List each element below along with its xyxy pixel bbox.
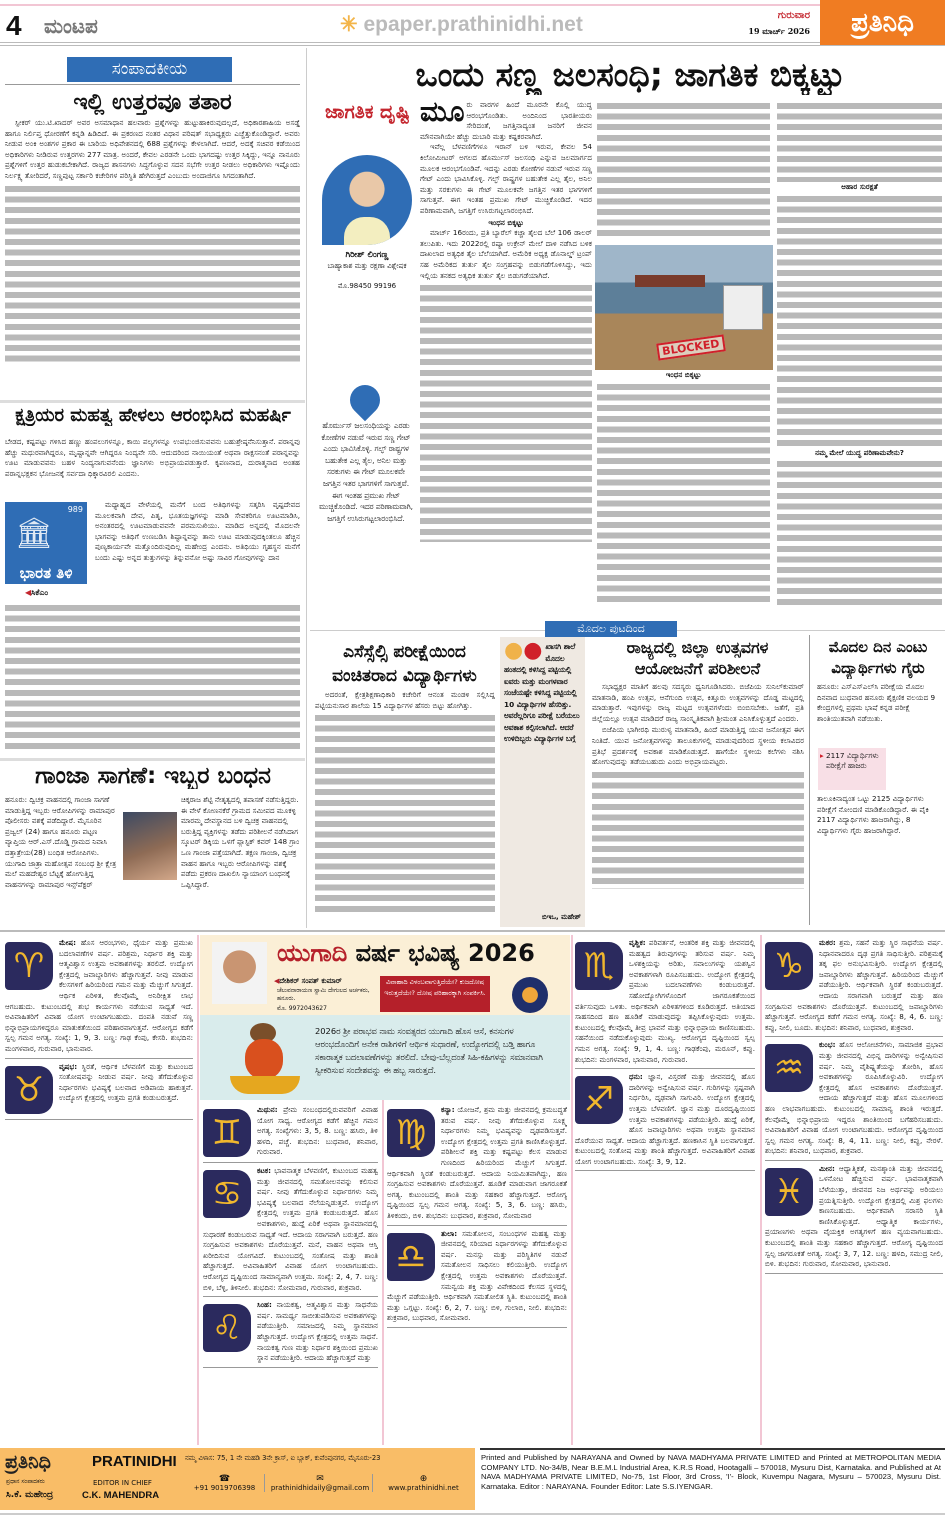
rashi-text: ಹೊಸ ಆಲೋಚನೆಗಳು, ಸಾಮಾಜಿಕ ಪ್ರಭಾವ ಮತ್ತು ಜೀವನದಲ್ಲಿ ವಿಭಿನ್ನ ದಾರಿಗಳನ್ನು ಅನ್ವೇಷಿಸುವ ವರ್ಷ. ನಿಮ್ಮ ವೈಶಿಷ್ಟ್ಯತೆಯನ್ನು ತೋರಿಸಿ, ಹೊಸ ಅವಕಾಶಗಳನ್ನು ರೂಪಿಸಿಕೊಳ್ಳುವಿರಿ. ಉದ್ಯೋಗ ಕ್ಷೇತ್ರದಲ್ಲಿ ಹೊಸ ಅವಕಾಶಗಳು ದೊರೆಯುತ್ತವೆ. ಆದಾಯ ಹೆಚ್ಚಾಗುತ್ತದೆ ಮತ್ತು ಹೊಸ ಮೂಲಗಳಿಂದ ಹಣ ಲಾಭವಾಗಬಹುದು. ಕುಟುಂಬದಲ್ಲಿ ಸಾಮಾನ್ಯ ಶಾಂತಿ ಇರುತ್ತದೆ. ಕೆಲವೊಮ್ಮೆ ಭಿನ್ನಾಭಿಪ್ರಾಯ ಇದ್ದರೂ ಶಾಂತಿಯಿಂದ ಬಗೆಹರಿಸಬಹುದು. ಅವಿವಾಹಿತರಿಗೆ ವಿವಾಹ ಯೋಗ ಉಂಟಾಗಬಹುದು. ಆರೋಗ್ಯದ ದೃಷ್ಟಿಯಿಂದ ಸ್ವಲ್ಪ ಗಮನ ಅಗತ್ಯ. ಸಂಖ್ಯೆ: 8, 4, 11. ಬಣ್ಣ: ನೀಲಿ, ಕಪ್ಪು, ನೇರಳೆ. ಶುಭದಿನ: ಶನಿವಾರ, ಬುಧವಾರ, ಶುಕ್ರವಾರ.	[765, 1040, 943, 1156]
rashi-name: ಮಿಥುನ:	[257, 1105, 278, 1114]
rashi-name: ಕನ್ಯಾ:	[441, 1105, 455, 1114]
sagittarius-icon: ♐	[575, 1076, 623, 1124]
lead-col3	[777, 100, 942, 615]
exam-day-body-2	[817, 752, 943, 925]
ugadi-header	[200, 935, 570, 1015]
email-text: prathinidhidaily@gmail.com	[270, 1484, 370, 1492]
logo-title: ಭಾರತ ತಿಳಿ	[19, 564, 73, 582]
text-lines	[597, 100, 770, 240]
lead-text-1: ರು ವಾರಗಳ ಹಿಂದೆ ಮೂರನೇ ಕೊಲ್ಲಿ ಯುದ್ಧ ಆರಂಭಗೊಂಡಿತು. ಅಂದಿನಿಂದ ಭಾರತೀಯರು ಸೇರಿದಂತೆ, ಜಗತ್ತಿನಾದ್ಯಂತ ಜನರಿಗೆ ಜೀವನ ಮೌನವಾಗಿಯೇ ಹೆಚ್ಚು ದುಬಾರಿ ಮತ್ತು ಕಷ್ಟಕರವಾಗಿದೆ.	[420, 100, 592, 141]
footer-phone[interactable]	[185, 1474, 265, 1492]
editorial-headline: ಇಲ್ಲಿ ಉತ್ತರವೂ ತತಾರ	[73, 90, 232, 115]
rashi-entry	[5, 935, 193, 1059]
taurus-icon: ♉	[5, 1066, 53, 1114]
cancer-icon: ♋	[203, 1170, 251, 1218]
blocked-stamp: BLOCKED	[656, 334, 725, 360]
exam-day-headline-text: ಮೊದಲ ದಿನ ಎಂಟು ವಿದ್ಯಾರ್ಥಿಗಳು ಗೈರು	[828, 638, 928, 677]
leo-icon: ♌	[203, 1304, 251, 1352]
gemini-icon: ♊	[203, 1109, 251, 1157]
text-lines	[592, 769, 804, 889]
astrologer-photo	[212, 942, 267, 1004]
lead-text-2: ಇವೆಲ್ಲ ಬೆಳವಣಿಗೆಗಳೂ ಇರಾನ್ ಬಳಿ ಇರುವ, ಕೇವಲ 54 ಕಿಲೋಮೀಟರ್ ಅಗಲದ ಹೊರ್ಮುಸ್ ಜಲಸಂಧಿ ಎನ್ನುವ ಜಲಮಾರ್ಗದ ಮೂಲಕ ಆರಂಭಗೊಂಡಿವೆ. ಇದನ್ನು ಎರಡು ಕೋಣೆಗಳ ನಡುವೆ ಇರುವ ಸಣ್ಣ ಗೇಟ್ ಎಂದು ಭಾವಿಸಿಕೊಳ್ಳಿ. ಗಲ್ಫ್ ರಾಷ್ಟ್ರಗಳ ಬಹುತೇಕ ಎಲ್ಲ ತೈಲ, ಅನಿಲ ಮತ್ತು ಸರಕುಗಳು ಈ ಗೇಟ್ ಮೂಲಕವೇ ಜಗತ್ತಿನ ಇತರ ಭಾಗಗಳಿಗೆ ಸಾಗುತ್ತವೆ. ಈಗ ಇಂತಹ ಪ್ರಮುಖ ಗೇಟ್ ಮುಚ್ಚಿಕೊಂಡಿದೆ. ಇದರ ಪರಿಣಾಮವಾಗಿ, ಜಗತ್ತಿಗೆ ಉಸಿರುಗಟ್ಟಲಾರಂಭಿಸಿದೆ.	[420, 142, 592, 215]
footer-logo-kn: ಪ್ರತಿನಿಧಿ	[5, 1451, 51, 1473]
sslc-quote-box	[500, 637, 585, 927]
rashi-entry	[203, 1102, 378, 1163]
rashi-text: ಶ್ರಮ, ಸಹನೆ ಮತ್ತು ಸ್ಥಿರ ಸಾಧನೆಯ ವರ್ಷ. ನಿಧಾನವಾದರೂ ದೃಢ ಪ್ರಗತಿ ಸಾಧಿಸುತ್ತೀರಿ. ಪರಿಶ್ರಮಕ್ಕೆ ತಕ್ಕ ಫಲ ಅನುಭವಿಸುತ್ತೀರಿ. ಉದ್ಯೋಗ ಕ್ಷೇತ್ರದಲ್ಲಿ ಜವಾಬ್ದಾರಿಗಳು ಹೆಚ್ಚಾಗುತ್ತವೆ. ಹಿರಿಯರಿಂದ ಮೆಚ್ಚುಗೆ ಪಡೆಯುತ್ತೀರಿ. ಆರ್ಥಿಕವಾಗಿ ಸ್ಥಿರತೆ ಕಂಡುಬರುತ್ತದೆ. ಆದಾಯ ಸರಾಗವಾಗಿ ಬರುತ್ತದೆ ಮತ್ತು ಹಣ ಸಂಗ್ರಹಿಸುವ ಅವಕಾಶಗಳು ದೊರೆಯುತ್ತವೆ. ಕುಟುಂಬದಲ್ಲಿ ಜವಾಬ್ದಾರಿಗಳು ಹೆಚ್ಚಾಗುತ್ತವೆ. ಆರೋಗ್ಯದ ಕಡೆಗೆ ಗಮನ ಅಗತ್ಯ. ಸಂಖ್ಯೆ: 8, 4, 6. ಬಣ್ಣ: ಕಪ್ಪು, ನೀಲಿ, ಬೂದು. ಶುಭದಿನ: ಶನಿವಾರ, ಬುಧವಾರ, ಶುಕ್ರವಾರ.	[765, 938, 943, 1032]
rashi-entry	[5, 1059, 193, 1120]
dropcap: ಮೂ	[420, 100, 465, 128]
footer-web[interactable]	[376, 1474, 471, 1492]
rashi-name: ತುಲಾ:	[441, 1228, 458, 1238]
sslc-headline	[312, 640, 497, 688]
rashi-text: ನಾಯಕತ್ವ, ಆತ್ಮವಿಶ್ವಾಸ ಮತ್ತು ಸಾಧನೆಯ ವರ್ಷ. ಸಾಮರ್ಥ್ಯ ಸಾಬೀತುಪಡಿಸುವ ಅವಕಾಶಗಳನ್ನು ಪಡೆಯುತ್ತೀರಿ. ಸಮಾಜದಲ್ಲಿ ನಿಮ್ಮ ಸ್ಥಾನಮಾನ ಹೆಚ್ಚಾಗುತ್ತದೆ. ಉದ್ಯೋಗ ಕ್ಷೇತ್ರದಲ್ಲಿ ಉತ್ತಮ ಸಾಧನೆ. ನಾಯಕತ್ವ ಗುಣ ಮತ್ತು ನಿರ್ಧಾರ ಶಕ್ತಿಯಿಂದ ಪ್ರಮುಖ ಸ್ಥಾನ ಪಡೆಯುತ್ತೀರಿ. ಆದಾಯ ಹೆಚ್ಚಾಗುತ್ತದೆ ಮತ್ತು	[257, 1300, 378, 1363]
rashi-column	[387, 1102, 567, 1445]
editorial-text: ಸ್ಪೀಕರ್ ಯು.ಟಿ.ಖಾದರ್ ಅವರ ಅಸಮಾಧಾನ ಹಲವಾರು ಪ್ರಶ್ನೆಗಳನ್ನು ಹುಟ್ಟುಹಾಕಿರುವುದಲ್ಲದೆ, ಅಧಿಕಾರಶಾಹಿಯ ಅಸಡ್ಡೆ ಹಾಗೂ ನಿರ್ಲಿಪ್ತ ಧೋರಣೆಗೆ ಕನ್ನಡಿ ಹಿಡಿದಿದೆ. ಈ ಪ್ರಕರಣದ ನಂತರ ವಿಧಾನ ಪರಿಷತ್ ಸಭಾಧ್ಯಕ್ಷರು ಎಚ್ಚೆತ್ತುಕೊಂಡಿದ್ದಾರೆ. ಅವರು ನೀಡುವ ಅಂಕಿ ಅಂಶಗಳ ಪ್ರಕಾರ ಈ ಬಾರಿಯ ಅಧಿವೇಶನದಲ್ಲಿ 688 ಪ್ರಶ್ನೆಗಳನ್ನು ಕೇಳಲಾಗಿದೆ. ಆದರೆ, ಅದಕ್ಕೆ ಸಚಿವರ ಕಡೆಯಿಂದ ಅಧಿಕಾರಿಗಳು ನೀಡಿರುವ ಉತ್ತರಗಳು 277 ಮಾತ್ರ. ಅಂದರೆ, ಕೇವಲ ಎರಡನೇ ಒಂದು ಭಾಗದಷ್ಟು ಉತ್ತರ ಸಿಕ್ಕಿದ್ದು, ಇನ್ನೂ ನಾನೂರು ಪ್ರಶ್ನೆಗಳಿಗೆ ಉತ್ತರ ಹುಡುಕಬೇಕಾಗಿದೆ. ರಾಜ್ಯದ ಶಾಸನಗಳು ಸಿದ್ಧಗೊಳ್ಳುವ ಸದನ ಸಭೆಗೇ ಉತ್ತರ ನೀಡಲು ಅಧಿಕಾರಿಗಳು ಇಷ್ಟೊಂದು ನಿರ್ಲಕ್ಷ್ಯ ತೋರಿದರೆ, ಸಣ್ಣಪುಟ್ಟ ಸರ್ಕಾರಿ ಕಚೇರಿಗಳ ಪರಿಸ್ಥಿತಿ ಹೇಗಿರುತ್ತದೆ ಎಂಬುದು ಅಂದಾಜಿಗೂ ಸಿಗದಂತಾಗಿದೆ.	[5, 118, 300, 180]
ganja-headline: ಗಾಂಜಾ ಸಾಗಣೆ: ಇಬ್ಬರ ಬಂಧನ	[35, 763, 271, 789]
aquarius-icon: ♒	[765, 1044, 813, 1092]
footer-address: ನಮ್ಮ ವಿಳಾಸ: 75, 1 ನೇ ಮಹಡಿ 3ನೇ ಕ್ರಾಸ್, ಐ ಬ್ಲಾಕ್, ಕುವೆಂಪುನಗರ, ಮೈಸೂರು-23	[185, 1454, 381, 1462]
page-number: 4	[6, 10, 22, 41]
rashi-column	[765, 935, 943, 1445]
rashi-name: ವೃಷಭ:	[59, 1061, 78, 1071]
rashi-entry	[203, 1163, 378, 1297]
quote-text: ಖಾಸಗಿ ಶಾಲೆ ಮೊದಲ ಹಂತದಲ್ಲಿ ಕಳಿಸಿದ್ದ ಪಟ್ಟಿಯಲ್ಲಿ ಐವರು ಮತ್ತು ಮಂಗಳವಾರ ಸಂಜೆಯಷ್ಟೇ ಕಳಿಸಿದ್ದ ಪಟ್ಟಿಯಲ್ಲಿ 10 ವಿದ್ಯಾರ್ಥಿಗಳ ಹೆಸರಿತ್ತು. ಅವರೆಲ್ಲರಿಗೂ ಪರೀಕ್ಷೆ ಬರೆಯಲು ಅವಕಾಶ ಕಲ್ಪಿಸಲಾಗಿದೆ. ಆದರೆ ಉಳಿದಿಬ್ಬರು ವಿದ್ಯಾರ್ಥಿಗಳ ಬಗ್ಗೆ	[504, 642, 580, 743]
rashi-column	[575, 935, 755, 1445]
header-divider	[0, 45, 945, 46]
rashi-entry	[387, 1226, 567, 1328]
divider	[0, 758, 305, 761]
rashi-entry	[765, 1037, 943, 1161]
column-name: ಜಾಗತಿಕ ದೃಷ್ಟಿ	[325, 101, 410, 123]
lead-subhead: ಆಹಾರ ಸುರಕ್ಷತೆ	[841, 182, 878, 191]
author-photo	[322, 155, 412, 245]
highlight-text: 2117 ವಿದ್ಯಾರ್ಥಿಗಳು ಪರೀಕ್ಷೆಗೆ ಹಾಜರು	[826, 751, 879, 770]
aries-icon: ♈	[5, 942, 53, 990]
lead-subhead: ಇಂಧನ ಬಿಕ್ಕಟ್ಟು	[665, 370, 702, 379]
rashi-column	[203, 1102, 378, 1445]
author-phone: ಮೊ.98450 99196	[337, 282, 397, 290]
rashi-name: ಕಟಕ:	[257, 1166, 272, 1175]
rashi-text: ಪರಿವರ್ತನೆ, ಆಂತರಿಕ ಶಕ್ತಿ ಮತ್ತು ಜೀವನದಲ್ಲಿ ಮಹತ್ವದ ತಿರುವುಗಳನ್ನು ತರಿಸುವ ವರ್ಷ. ನಿಮ್ಮ ಒಳಶಕ್ತಿಯನ್ನು ಅರಿತು, ಸವಾಲುಗಳನ್ನು ಯಶಸ್ವಿನ ಅವಕಾಶಗಳಾಗಿ ರೂಪಿಸಬಹುದು. ಉದ್ಯೋಗ ಕ್ಷೇತ್ರದಲ್ಲಿ ಪ್ರಮುಖ ಬದಲಾವಣೆಗಳು ಕಂಡುಬರುತ್ತವೆ. ಸಹೋದ್ಯೋಗಿಗಳೊಂದಿಗೆ ಜಾಗರೂಕತೆಯಿಂದ ವರ್ತಿಸುವುದು ಒಳಿತು. ಅರ್ಥಿಕವಾಗಿ ಏರಿಳಿತಗಳಿಂದ ಕೂಡಿರುತ್ತದೆ. ಅತಿಯಾದ ಸಾಹಸದಿಂದ ಹಣ ಹೂಡಿಕೆ ಮಾಡುವುದನ್ನು ತಪ್ಪಿಸಿಕೊಳ್ಳುವುದು ಉತ್ತಮ. ಕುಟುಂಬದಲ್ಲಿ ಕೆಲವೊಮ್ಮೆ ತೀವ್ರ ಭಾವನೆ ಮತ್ತು ಭಿನ್ನಾಭಿಪ್ರಾಯ ಕಾಣಿಸಬಹುದು. ಸಹನೆಯಿಂದ ನಡೆದುಕೊಳ್ಳುವುದು ಮುಖ್ಯ. ಆರೋಗ್ಯದ ದೃಷ್ಟಿಯಿಂದ ಸ್ವಲ್ಪ ಗಮನ ಅಗತ್ಯ. ಸಂಖ್ಯೆ: 9, 1, 4. ಬಣ್ಣ: ಗಾಢಕೆಂಪು, ಮರೂನ್, ಕಪ್ಪು. ಶುಭದಿನ: ಮಂಗಳವಾರ, ಭಾನುವಾರ, ಗುರುವಾರ.	[575, 938, 755, 1064]
rashi-entry	[575, 1069, 755, 1171]
rashi-name: ಕುಂಭ:	[819, 1040, 836, 1050]
chief-label-kn: ಪ್ರಧಾನ ಸಂಪಾದಕರು	[6, 1478, 45, 1485]
section-name: ಮಂಟಪ	[44, 14, 98, 38]
sparkle-icon: ✳	[340, 13, 358, 36]
masthead-logo: ಪ್ರತಿನಿಧಿ	[820, 0, 945, 46]
text-lines	[777, 193, 942, 448]
rashi-text: ಸಮತೋಲನ, ಸಂಬಂಧಗಳ ಮಹತ್ವ ಮತ್ತು ಜೀವನದಲ್ಲಿ ಸರಿಯಾದ ನಿರ್ಧಾರಗಳನ್ನು ತೆಗೆದುಕೊಳ್ಳುವ ವರ್ಷ. ಮನಸ್ಸು ಮತ್ತು ಪರಿಸ್ಥಿತಿಗಳ ನಡುವೆ ಸಮತೋಲನ ಸಾಧಿಸಲು ಕಲಿಯುತ್ತೀರಿ. ಉದ್ಯೋಗ ಕ್ಷೇತ್ರದಲ್ಲಿ ಉತ್ತಮ ಅವಕಾಶಗಳು ದೊರೆಯುತ್ತವೆ. ಸಮನ್ವಯ ಶಕ್ತಿ ಮತ್ತು ವಿವೇಕದಿಂದ ಕೆಲಸದ ಸ್ಥಳದಲ್ಲಿ ಮೆಚ್ಚುಗೆ ಪಡೆಯುತ್ತೀರಿ. ಆರ್ಥಿಕವಾಗಿ ಸಮತೋಲಿತ ಸ್ಥಿತಿ. ಕುಟುಂಬದಲ್ಲಿ ಶಾಂತಿ ಮತ್ತು ಒಗ್ಗಟ್ಟು. ಸಂಖ್ಯೆ: 6, 2, 7. ಬಣ್ಣ: ಬಿಳಿ, ಗುಲಾಬಿ, ನೀಲಿ. ಶುಭದಿನ: ಶುಕ್ರವಾರ, ಬುಧವಾರ, ಸೋಮವಾರ.	[387, 1228, 567, 1323]
header-divider	[0, 42, 820, 43]
bharat-tili-logo	[5, 502, 87, 584]
rashi-name: ವೃಶ್ಚಿಕ:	[629, 938, 646, 947]
divider	[0, 930, 945, 932]
pullquote: ಹೊರ್ಮುಸ್ ಜಲಸಂಧಿಯನ್ನು ಎರಡು ಕೋಣೆಗಳ ನಡುವೆ ಇರುವ ಸಣ್ಣ ಗೇಟ್ ಎಂದು ಭಾವಿಸಿಕೊಳ್ಳಿ. ಗಲ್ಫ್ ರಾಷ್ಟ್ರಗಳ ಬಹುತೇಕ ಎಲ್ಲ ತೈಲ, ಅನಿಲ ಮತ್ತು ಸರಕುಗಳು ಈ ಗೇಟ್ ಮೂಲಕವೇ ಜಗತ್ತಿನ ಇತರ ಭಾಗಗಳಿಗೆ ಸಾಗುತ್ತವೆ. ಈಗ ಇಂತಹ ಪ್ರಮುಖ ಗೇಟ್ ಮುಚ್ಚಿಕೊಂಡಿದೆ. ಇದರ ಪರಿಣಾಮವಾಗಿ, ಜಗತ್ತಿಗೆ ಉಸಿರುಗಟ್ಟಲಾರಂಭಿಸಿದೆ.	[318, 421, 414, 523]
top-pink-rule	[0, 4, 820, 6]
ugadi-ad: ವಿವಾಹಾದಿ ವಿಳಂಬವಾಗುತ್ತಿದೆಯೇ? ಕುಜದೋಷ ಇರುತ್ತದೆಯೇ? ದೋಷ ಪರಿಹಾರಕ್ಕಾಗಿ ಸಂಪರ್ಕಿಸಿ.	[380, 976, 490, 1012]
divider	[0, 400, 305, 403]
divider	[0, 1513, 945, 1515]
astrologer-name-text: ದೇಶಿಕರ್ ಸಂಪತ್ ಕುಮಾರ್	[279, 977, 342, 985]
ugadi-intro-banner	[200, 1015, 570, 1100]
rashi-name: ಮೇಷ:	[59, 938, 76, 947]
rashi-entry	[387, 1102, 567, 1226]
exam-day-body: ಹನೂರು: ಎಸ್‌ಎಸ್‌ಎಲ್‌ಸಿ ಪರೀಕ್ಷೆಯ ಮೊದಲ ದಿನವಾದ ಬುಧವಾರ ಹನೂರು ಶೈಕ್ಷಣಿಕ ವಲಯದ 9 ಕೇಂದ್ರಗಳಲ್ಲಿ ಪ್ರಥಮ ಭಾಷೆ ಕನ್ನಡ ಪರೀಕ್ಷೆ ಶಾಂತಿಯುತವಾಗಿ ನಡೆಯಿತು.	[817, 682, 936, 723]
footer-email[interactable]	[268, 1474, 373, 1492]
sslc-headline-text: ಎಸೆಸ್ಸೆಲ್ಸಿ ಪರೀಕ್ಷೆಯಿಂದ ವಂಚಿತರಾದ ವಿದ್ಯಾರ್ಥಿಗಳು	[332, 642, 477, 686]
rashi-name: ಮಕರ:	[819, 938, 836, 947]
author-name: ಗಿರೀಶ್ ಲಿಂಗಣ್ಣ	[345, 250, 389, 260]
from-front-badge: ಮೊದಲ ಪುಟದಿಂದ	[545, 621, 677, 637]
rashi-name: ಮೀನ:	[819, 1163, 835, 1173]
lead-text-3: ಮಾರ್ಚ್ 16ರಂದು, ಪ್ರತಿ ಬ್ಯಾರೆಲ್ ಕಚ್ಚಾ ತೈಲದ ಬೆಲೆ 106 ಡಾಲರ್ ತಲುಪಿತು. ಇದು 2022ರಲ್ಲಿ ರಷ್ಯಾ ಉಕ್ರೇನ್ ಮೇಲೆ ದಾಳಿ ನಡೆಸಿದ ಬಳಿಕ ದಾಖಲಾದ ಅತ್ಯಧಿಕ ತೈಲ ಬೆಲೆಯಾಗಿದೆ. ಅಮೆರಿಕ ಅಧ್ಯಕ್ಷ ಡೊನಾಲ್ಡ್ ಟ್ರಂಪ್ ಸಹ ಅಮೆರಿಕದ ತುರ್ತು ತೈಲ ಸಂಗ್ರಹವನ್ನು ಬಿಡುಗಡೆಗೊಳಿಸಿದ್ದು, ಇದು ಇಲ್ಲಿಯ ತನಕದ ಅತ್ಯಧಿಕ ತುರ್ತು ತೈಲ ಬಿಡುಗಡೆಯಾಗಿದೆ.	[420, 228, 592, 280]
rashi-name: ಸಿಂಹ:	[257, 1300, 272, 1310]
logo-number: 989	[67, 505, 83, 514]
exam-day-text-2: ತಾಲೂಕಿನಾದ್ಯಂತ ಒಟ್ಟು 2125 ವಿದ್ಯಾರ್ಥಿಗಳು ಪರೀಕ್ಷೆಗೆ ನೋಂದಣಿ ಮಾಡಿಕೊಂಡಿದ್ದಾರೆ. ಈ ಪೈಕಿ 2117 ವಿದ್ಯಾರ್ಥಿಗಳು ಹಾಜರಾಗಿದ್ದು, 8 ವಿದ್ಯಾರ್ಥಿಗಳು ಗೈರು ಹಾಜರಾಗಿದ್ದಾರೆ.	[817, 794, 929, 835]
email-icon: ✉	[316, 1474, 324, 1484]
festivals-text-2: ಬಿಜೆಪಿಯ ಭಾಗೀರಥಿ ಮುರುಳ್ಯ ಮಾತನಾಡಿ, ಹಿಂದೆ ಮಾಡುತ್ತಿದ್ದ ಯುವ ಜನೋತ್ಸವ ಈಗ ನಿಂತಿದೆ. ಯುವ ಜನೋತ್ಸವಗಳನ್ನು ತಾಲೂಕುಗಳಲ್ಲಿ ಮಾಡುವುದರಿಂದ ಸ್ಥಳೀಯ ಕಲಾವಿದರ ಪ್ರತಿಭೆ ಪ್ರದರ್ಶನಕ್ಕೆ ಅವಕಾಶ ಮಾಡಿಕೊಡುತ್ತದೆ. ಹಾಗೆಯೇ ಸ್ಥಳೀಯ ಕಲೆಗಳು ನಶಿಸಿ ಹೋಗುವುದನ್ನು ತಡೆಯಬಹುದು ಎಂದು ಅಭಿಪ್ರಾಯಪಟ್ಟರು.	[592, 725, 804, 767]
text-lines	[597, 381, 770, 606]
rashi-text: ಸ್ಥಿರತೆ, ಆರ್ಥಿಕ ಬೆಳವಣಿಗೆ ಮತ್ತು ಕುಟುಂಬದ ಸಂತೋಷವನ್ನು ನೀಡುವ ವರ್ಷ. ನೀವು ತೆಗೆದುಕೊಳ್ಳುವ ನಿರ್ಧಾರಗಳು ಭವಿಷ್ಯಕ್ಕೆ ಬಲವಾದ ಅಡಿಪಾಯ ಹಾಕುತ್ತವೆ. ಉದ್ಯೋಗ ಕ್ಷೇತ್ರದಲ್ಲಿ ಉತ್ತಮ ಪ್ರಗತಿ ಕಂಡುಬರುತ್ತದೆ.	[59, 1061, 193, 1103]
exam-day-headline	[813, 637, 943, 679]
phone-icon: ☎	[218, 1474, 231, 1484]
festivals-headline-text: ರಾಜ್ಯದಲ್ಲಿ ಜಿಲ್ಲಾ ಉತ್ಸವಗಳ ಆಯೋಜನೆಗೆ ಪರಿಶೀಲನೆ	[626, 638, 769, 678]
bharat-headline: ಕ್ಷತ್ರಿಯರ ಮಹತ್ವ ಹೇಳಲು ಆರಂಭಿಸಿದ ಮಹರ್ಷಿ	[15, 405, 291, 426]
rashi-text: ಆಧ್ಯಾತ್ಮಿಕತೆ, ಮನಶ್ಶಾಂತಿ ಮತ್ತು ಜೀವನದಲ್ಲಿ ಒಳನೋಟ ಹೆಚ್ಚಿಸುವ ವರ್ಷ. ಭಾವನಾತ್ಮಕವಾಗಿ ಬೆಳೆಯುತ್ತಾ, ಜೀವನದ ನಿಜ ಅರ್ಥವನ್ನು ಅರಿಯಲು ಪ್ರಯತ್ನಿಸುತ್ತೀರಿ. ಉದ್ಯೋಗ ಕ್ಷೇತ್ರದಲ್ಲಿ ಮಿಶ್ರ ಫಲಗಳು ಕಾಣಸಬಹುದು. ಆರ್ಥಿಕವಾಗಿ ಸರಾಸರಿ ಸ್ಥಿತಿ ಕಾಣಿಸಿಕೊಳ್ಳುತ್ತದೆ. ಆಧ್ಯಾತ್ಮಿಕ ಕಾರ್ಯಗಳು, ಪ್ರಯಾಣಗಳು ಅಥವಾ ವೈಯಕ್ತಿಕ ಅಗತ್ಯಗಳಿಗೆ ಹಣ ವ್ಯಯವಾಗಬಹುದು. ಕುಟುಂಬದಲ್ಲಿ ಶಾಂತಿ ಮತ್ತು ಸಹಕಾರ ಹೆಚ್ಚಾಗುತ್ತದೆ. ಆರೋಗ್ಯ ದೃಷ್ಟಿಯಿಂದ ಸ್ವಲ್ಪ ಜಾಗರೂಕತೆ ಅಗತ್ಯ. ಸಂಖ್ಯೆ: 3, 7, 12. ಬಣ್ಣ: ಹಳದಿ, ಸಮುದ್ರ ನೀಲಿ, ಬಿಳಿ. ಶುಭದಿನ: ಗುರುವಾರ, ಸೋಮವಾರ, ಭಾನುವಾರ.	[765, 1163, 943, 1269]
text-lines	[5, 183, 300, 363]
rashi-text: ಭಾವನಾತ್ಮಕ ಬೆಳವಣಿಗೆ, ಕುಟುಂಬದ ಮಹತ್ವ ಮತ್ತು ಜೀವನದಲ್ಲಿ ಸಮತೋಲನವನ್ನು ಕಲಿಸುವ ವರ್ಷ. ನೀವು ತೆಗೆದುಕೊಳ್ಳುವ ನಿರ್ಧಾರಗಳು ನಿಮ್ಮ ಭವಿಷ್ಯಕ್ಕೆ ಬಲವಾದ ನೆಲೆಯನ್ನಿಡುತ್ತವೆ. ಉದ್ಯೋಗ ಕ್ಷೇತ್ರದಲ್ಲಿ ಉತ್ತಮ ಪ್ರಗತಿ ಕಂಡುಬರುತ್ತದೆ. ಹೊಸ ಅವಕಾಶಗಳು, ಹುದ್ದೆ ಏರಿಕೆ ಅಥವಾ ಸ್ಥಾನಮಾನದಲ್ಲಿ ಸುಧಾರಣೆ ಕಂಡುಬರುವ ಸಾಧ್ಯತೆ ಇದೆ. ಆದಾಯ ಸರಾಗವಾಗಿ ಬರುತ್ತದೆ. ಹಣ ಸಂಗ್ರಹಿಸುವ ಅವಕಾಶಗಳು ದೊರೆಯುತ್ತವೆ. ಮನೆ, ವಾಹನ ಅಥವಾ ಆಸ್ತಿ ಖರೀದಿಸುವ ಯೋಗವಿದೆ. ಕುಟುಂಬದಲ್ಲಿ ಸಂತೋಷ ಮತ್ತು ಶಾಂತಿ ಹೆಚ್ಚಾಗುತ್ತದೆ. ಅವಿವಾಹಿತರಿಗೆ ವಿವಾಹ ಯೋಗ ಉಂಟಾಗಬಹುದು. ಆರೋಗ್ಯದ ದೃಷ್ಟಿಯಿಂದ ಸಾಮಾನ್ಯವಾಗಿ ಉತ್ತಮ. ಸಂಖ್ಯೆ: 2, 4, 7. ಬಣ್ಣ: ಬಿಳಿ, ಬೆಳ್ಳಿ, ತಿಳಿನೀಲಿ. ಶುಭದಿನ: ಸೋಮವಾರ, ಗುರುವಾರ, ಶುಕ್ರವಾರ.	[203, 1166, 378, 1292]
bharat-body	[95, 500, 300, 600]
virgo-icon: ♍	[387, 1109, 435, 1157]
site-url-text: epaper.prathinidhi.net	[363, 13, 583, 36]
divider	[480, 1448, 945, 1450]
text-lines	[420, 282, 592, 542]
chariot-illustration: 🏛	[15, 516, 54, 551]
quote-icon: ●●	[504, 638, 543, 663]
rashi-name: ಧನು:	[629, 1072, 643, 1082]
quote-author: ಬಿಇಒ, ಮಹೇಶ್	[542, 912, 581, 921]
rashi-column	[5, 935, 193, 1445]
author-role: ಬಾಹ್ಯಾಕಾಶ ಮತ್ತು ರಕ್ಷಣಾ ವಿಶ್ಲೇಷಕ	[327, 262, 407, 270]
astrologer-role: ಚೆಲುವನಾರಾಯಣ ಸ್ವಾಮಿ ದೇಗುಲದ ಅರ್ಚಕರು, ಹನೂರು.	[277, 987, 370, 1002]
text-lines	[777, 458, 942, 608]
pullquote-drop	[344, 379, 386, 421]
ugadi-intro: 2026ರ ಶ್ರೀ ಪರಾಭವ ನಾಮ ಸಂವತ್ಸರದ ಯುಗಾದಿ ಹೊಸ ಆಸೆ, ಕನಸುಗಳ ಆರಂಭದೊಂದಿಗೆ ಅನೇಕ ರಾಶಿಗಳಿಗೆ ಆರ್ಥಿಕ ಸುಧಾರಣೆ, ಉದ್ಯೋಗದಲ್ಲಿ ಬಡ್ತಿ ಹಾಗೂ ಸಕಾರಾತ್ಮಕ ಬದಲಾವಣೆಗಳನ್ನು ತರಲಿದೆ. ಬೇವು-ಬೆಲ್ಲದಂತೆ ಸಿಹಿ-ಕಹಿಗಳನ್ನು ಸಮಾನವಾಗಿ ಸ್ವೀಕರಿಸುವ ಸಂದೇಶವನ್ನು ಈ ಹಬ್ಬ ಸಾರುತ್ತದೆ.	[315, 1026, 543, 1075]
editorial-badge: ಸಂಪಾದಕೀಯ	[67, 57, 232, 82]
rashi-entry	[765, 935, 943, 1037]
column-rule	[197, 935, 199, 1445]
text-lines	[315, 712, 495, 912]
festivals-body	[592, 682, 804, 925]
bharat-byline: ◀ಸಿಕೆಎಂ	[25, 588, 49, 597]
divider	[5, 84, 300, 85]
lead-col1	[420, 100, 592, 615]
sslc-text: ಅದರಂತೆ, ಕ್ಷೇತ್ರಶಿಕ್ಷಣಾಧಿಕಾರಿ ಕಚೇರಿಗೆ ಆನಂತ ಮಂಡಳಿ ಸಲ್ಲಿಸಿದ್ದ ಪಟ್ಟಿಯನುಸಾರ ಶಾಲೆಯ 15 ವಿದ್ಯಾರ್ಥಿಗಳ ಹೆಸರು ಬಿಟ್ಟು ಹೋಗಿತ್ತು.	[315, 690, 495, 710]
title-red: ಯುಗಾದಿ	[277, 939, 348, 967]
rashi-entry	[575, 935, 755, 1069]
handcuffs-photo	[123, 812, 177, 880]
globe-icon: ⊕	[419, 1474, 428, 1484]
libra-icon: ♎	[387, 1233, 435, 1281]
rashi-text: ಹೊಸ ಆರಂಭಗಳು, ಧೈರ್ಯ ಮತ್ತು ಪ್ರಮುಖ ಬದಲಾವಣೆಗಳ ವರ್ಷ. ಪರಿಶ್ರಮ, ನಿರ್ಧಾರ ಶಕ್ತಿ ಮತ್ತು ಆತ್ಮವಿಶ್ವಾಸ ಉತ್ತಮ ಅವಕಾಶಗಳನ್ನು ತರಲಿದೆ. ಉದ್ಯೋಗ ಕ್ಷೇತ್ರದಲ್ಲಿ ಜವಾಬ್ದಾರಿಗಳು ಹೆಚ್ಚಾಗುತ್ತವೆ. ನೀವು ಮಾಡುವ ಕೆಲಸಗಳಿಗೆ ಹಿರಿಯರಿಂದ ಗಮನ ಮತ್ತು ಮೆಚ್ಚುಗೆ ಸಿಗುತ್ತದೆ. ಆರ್ಥಿಕ ಏರಿಳಿತ, ಕೆಲವೊಮ್ಮೆ ಅನಿರೀಕ್ಷಿತ ಲಾಭ ಆಗಬಹುದು. ಕುಟುಂಬದಲ್ಲಿ ಶುಭ ಕಾರ್ಯಗಳು ನಡೆಯುವ ಸಾಧ್ಯತೆ ಇದೆ. ಅವಿವಾಹಿತರಿಗೆ ವಿವಾಹ ಯೋಗ ಉಂಟಾಗಬಹುದು. ದಂಪತಿ ನಡುವೆ ಸಣ್ಣ ಭಿನ್ನಾಭಿಪ್ರಾಯಗಳಿದ್ದರೂ ಮಾತುಕತೆಯಿಂದ ಪರಿಹಾರವಾಗುತ್ತವೆ. ಆರೋಗ್ಯದ ಕಡೆಗೆ ಸ್ವಲ್ಪ ಗಮನ ಅಗತ್ಯ. ಸಂಖ್ಯೆ: 1, 9, 3. ಬಣ್ಣ: ಗಾಢ ಕೆಂಪು, ಕೇಸರಿ. ಶುಭದಿನ: ಮಂಗಳವಾರ, ಗುರುವಾರ, ಭಾನುವಾರ.	[5, 938, 193, 1053]
chief-label: EDITOR IN CHIEF	[93, 1479, 152, 1487]
rashi-entry	[765, 1161, 943, 1274]
footer-logo-en: PRATINIDHI	[92, 1453, 177, 1470]
lead-headline: ಒಂದು ಸಣ್ಣ ಜಲಸಂಧಿ; ಜಾಗತಿಕ ಬಿಕ್ಕಟ್ಟು	[415, 55, 845, 94]
kalasha-illustration	[230, 1021, 300, 1096]
web-text: www.prathinidhi.net	[388, 1484, 459, 1492]
issue-day: ಗುರುವಾರ	[777, 10, 810, 21]
lead-subhead: ನಮ್ಮ ಮೇಲೆ ಯುದ್ಧ ಪರಿಣಾಮವೇನು?	[815, 447, 904, 457]
column-rule	[382, 1100, 384, 1445]
title-rest: ವರ್ಷ ಭವಿಷ್ಯ 2026	[355, 939, 535, 967]
astrologer-name: ◀ದೇಶಿಕರ್ ಸಂಪತ್ ಕುಮಾರ್	[274, 977, 342, 985]
ugadi-title	[277, 939, 535, 967]
sslc-body	[315, 690, 495, 925]
text-lines	[5, 602, 300, 752]
scorpio-icon: ♏	[575, 942, 623, 990]
chief-name: C.K. MAHENDRA	[82, 1490, 160, 1501]
editorial-body	[5, 118, 300, 395]
column-rule	[571, 935, 573, 1445]
ganja-col1: ಹನೂರು: ದ್ವಿಚಕ್ರ ವಾಹನದಲ್ಲಿ ಗಾಂಜಾ ಸಾಗಣೆ ಮಾಡುತ್ತಿದ್ದ ಇಬ್ಬರು ಆರೋಪಿಗಳನ್ನು ರಾಮಾಪುರ ಪೊಲೀಸರು ವಶಕ್ಕೆ ಪಡೆದಿದ್ದಾರೆ. ಮೈಸೂರಿನ ಪ್ರಜ್ವಲ್ (24) ಹಾಗೂ ಹನೂರು ಪಟ್ಟಣ ವ್ಯಾಪ್ತಿಯ ಆರ್.ಎಸ್.ದೊಡ್ಡಿ ಗ್ರಾಮದ ನಿವಾಸಿ ದತ್ತಾತ್ರೇಯ(28) ಬಂಧಿತ ಆರೋಪಿಗಳು. ಯುಗಾದಿ ಜಾತ್ರಾ ಮಹೋತ್ಸವ ಸಂಬಂಧ ಶ್ರೀ ಕ್ಷೇತ್ರ ಮಲೆ ಮಹದೇಶ್ವರ ಬೆಟ್ಟಕ್ಕೆ ಹೋಗುತ್ತಿದ್ದ ವಾಹನಗಳನ್ನು ರಾಮಾಪುರ ಇನ್ಸ್‌ಪೆಕ್ಟರ್	[5, 795, 117, 889]
astrologer-phone: ಮೊ. 9972043627	[277, 1005, 327, 1012]
festivals-text-1: ಸಭಾಧ್ಯಕ್ಷರ ಮಾತಿಗೆ ಹಲವು ಸದಸ್ಯರು ಧ್ವನಿಗೂಡಿಸಿದರು. ಬಿಜೆಪಿಯ ಸುನಿಲ್‌ಕುಮಾರ್ ಮಾತನಾಡಿ, ಹಂಪಿ ಉತ್ಸವ, ಆನೆಗುಂದಿ ಉತ್ಸವ, ಕಿತ್ತೂರು ಉತ್ಸವಗಳನ್ನು ದೊಡ್ಡ ಮಟ್ಟದಲ್ಲಿ ಮಾಡುತ್ತಾರೆ. ಇವುಗಳನ್ನು ರಾಜ್ಯ ಮಟ್ಟದ ಉತ್ಸವಗಳೆಂದು ಬಿಂಬಿಸಬೇಕು. ಜತೆಗೆ, ಪ್ರತಿ ಜಿಲ್ಲೆಯಲ್ಲೂ ಉತ್ಸವ ಮಾಡಿದರೆ ರಾಜ್ಯ ಸಾಂಸ್ಕೃತಿಕವಾಗಿ ಶ್ರೀಮಂತ ಎನಿಸಿಕೊಳ್ಳುತ್ತದೆ ಎಂದರು.	[592, 682, 804, 723]
column-rule	[306, 48, 307, 928]
rashi-text: ಯೋಜನೆ, ಶ್ರಮ ಮತ್ತು ಜೀವನದಲ್ಲಿ ಕ್ರಮಬದ್ಧತೆ ತರುವ ವರ್ಷ. ನೀವು ತೆಗೆದುಕೊಳ್ಳುವ ಸೂಕ್ಷ್ಮ ನಿರ್ಧಾರಗಳು ನಿಮ್ಮ ಭವಿಷ್ಯವನ್ನು ದೃಢಪಡಿಸುತ್ತವೆ. ಉದ್ಯೋಗ ಕ್ಷೇತ್ರದಲ್ಲಿ ಉತ್ತಮ ಪ್ರಗತಿ ಕಾಣಿಸಿಕೊಳ್ಳುತ್ತದೆ. ಪರಿಶೀಲನೆ ಶಕ್ತಿ ಮತ್ತು ಕಷ್ಟಪಟ್ಟು ಕೆಲಸ ಮಾಡುವ ಗುಣದಿಂದ ಹಿರಿಯರಿಂದ ಮೆಚ್ಚುಗೆ ಸಿಗುತ್ತದೆ. ಆರ್ಥಿಕವಾಗಿ ಸ್ಥಿರತೆ ಕಂಡುಬರುತ್ತದೆ. ಆದಾಯ ನಿಯಮಿತವಾಗಿದ್ದು, ಹಣ ಸಂಗ್ರಹಿಸುವ ಅವಕಾಶಗಳು ದೊರೆಯುತ್ತವೆ. ಹೂಡಿಕೆ ಮಾಡುವಾಗ ಜಾಗರೂಕತೆ ಅಗತ್ಯ. ಕುಟುಂಬದಲ್ಲಿ ಶಾಂತಿ ಮತ್ತು ಸಹಕಾರ ಹೆಚ್ಚಾಗುತ್ತದೆ. ಆರೋಗ್ಯ ದೃಷ್ಟಿಯಿಂದ ಸ್ವಲ್ಪ ಗಮನ ಅಗತ್ಯ. ಸಂಖ್ಯೆ: 5, 3, 6. ಬಣ್ಣ: ಹಸಿರು, ತಿಳಿಕಂದು, ಬಿಳಿ. ಶುಭದಿನ: ಬುಧವಾರ, ಶುಕ್ರವಾರ, ಸೋಮವಾರ	[387, 1105, 567, 1220]
bharat-text: ಮಧ್ಯಾಹ್ನದ ವೇಳೆಯಲ್ಲಿ ಮನೆಗೆ ಬಂದ ಅತಿಥಿಗಳನ್ನು ಸತ್ಕರಿಸಿ ವೃಷ್ಟದೇವದ ಮೂಲಕವಾಗಿ ದೇವ, ಪಿತೃ, ಭೂತಯಜ್ಞಗಳನ್ನು ಮಾಡಿ ಸೇವಕರಿಗೂ ಊಟಮಾಡಿಸಿ, ಅನಂತರದಲ್ಲಿ ಊಟಮಾಡುವವನೇ ಪರಮಸುಖಿಯು. ಮಾಡಿದ ಅನ್ನದಲ್ಲಿ ಮೊದಲನೇ ಭಾಗವನ್ನು ಅತಿಥಿಗೆ ಉಣಬಡಿಸಿ ಶಿಷ್ಟಾನ್ನವನ್ನು ತಾನು ಊಟ ಮಾಡುವುದಕ್ಕಿಂತಲೂ ಹೆಚ್ಚಿನ ಪುಣ್ಯಕಾರ್ಯವೇ ಮತ್ತೊಂದಿರುವುದಿಲ್ಲ ಮಹೇಂದ್ರ ಎಂದನು. ಅತಿಥಿಯು ಗೃಹಸ್ಥನ ಮನೆಗೆ ಬಂದು ಎಷ್ಟು ಅನ್ನದ ತುತ್ತುಗಳನ್ನು ತಿನ್ನುವನೋ ಅಷ್ಟು ಸಾವಿರ ಗೋವುಗಳನ್ನು ದಾನ	[95, 500, 300, 562]
text-lines	[777, 100, 942, 182]
pisces-icon: ♓	[765, 1168, 813, 1216]
zodiac-wheel-icon	[512, 977, 548, 1013]
phone-text: +91 9019706398	[193, 1484, 256, 1492]
column-rule	[760, 935, 762, 1445]
footer-brand	[0, 1448, 475, 1510]
column-rule	[809, 635, 810, 925]
imprint: Printed and Published by NARAYANA and Owned by NAVA MADHYAMA PRIVATE LIMITED and Printed at METROPOLITAN MEDIA COMPANY LTD. No-34/B, Near B.E.M.L Industrial Area, K.R.S Road, Hootagalli – 570018, Mysuru Dist, Karnataka. and Published at At NAVA MADHYAMA PRIVATE LIMITED, No-75, 1st Floor, 3rd Cross, 'I'- Block, Kuvempu Nagara, Mysuru – 570023, Mysuru Dist. Karnataka. Editor : NARAYANA. Founder Editor: Late S.S.IYENGAR.	[481, 1453, 941, 1491]
bharat-intro: ಬೇಡದ, ಕಷ್ಟಪಟ್ಟು ಗಳಿಸಿದ ಹಣ್ಣು ಹಂಪಲುಗಳನ್ನೂ, ಕಾಯಿ ಪಲ್ಯಗಳನ್ನೂ ಉಪಭುಂಜಿಸುವವನು ಬಹುಶ್ರೇಷ್ಠನೆನಿಸುತ್ತಾನೆ. ಪರಾನ್ನವು ಹೆಚ್ಚು ಮಧುರವಾಗಿದ್ದರೂ, ಮೃಷ್ಟಾನ್ನವೇ ಆಗಿದ್ದರೂ ನಿಂದ್ಯವೇ ಸರಿ. ಆದುದರಿಂದ ನಾಯಿಯಂತೆ ಅಥವಾ ರಾಕ್ಷಸನಂತೆ ಪರಾನ್ನವನ್ನು ಊಟ ಮಾಡುವವನು ಬಹಳ ನಿಂದ್ಯನಾಗುವನೆಂದು ಜ್ಞಾನಿಗಳು ಅಭಿಪ್ರಾಯಪಡುತ್ತಾರೆ. ಕೃಪಣನಾದ, ದುರಾತ್ಮನಾದ ಅಂತಹ ಪರಾನ್ನಭಕ್ಷಕನ ಭೋಜನಕ್ಕೆ ಸರ್ವದಾ ಧಿಕ್ಕಾರವಿರಲಿ ಎಂದನು.	[5, 437, 300, 478]
ganja-col2: ಚಿಕ್ಕರಾಜ ಶೆಟ್ಟಿ ನೇತೃತ್ವದಲ್ಲಿ ತಪಾಸಣೆ ನಡೆಸುತ್ತಿದ್ದರು. ಈ ವೇಳೆ ಕೋಣನಕೆರೆ ಗ್ರಾಮದ ಸಮೀಪದ ಮೂಕಳ್ಳಿ ಮಾರಮ್ಮ ದೇವಸ್ಥಾನದ ಬಳಿ ದ್ವಿಚಕ್ರ ವಾಹನದಲ್ಲಿ ಬರುತ್ತಿದ್ದ ವ್ಯಕ್ತಿಗಳನ್ನು ತಡೆದು ಪರಿಶೀಲನೆ ನಡೆಸಿದಾಗ ಸ್ಕೂಟರ್ ಡಿಕ್ಕಿಯ ಒಳಗೆ ಪ್ಲಾಸ್ಟಿಕ್ ಕವರ್ 148 ಗ್ರಾಂ ಒಣ ಗಾಂಜಾ ಪತ್ತೆಯಾಗಿದೆ. ತಕ್ಷಣ ಗಾಂಜಾ, ದ್ವಿಚಕ್ರ ವಾಹನ ಹಾಗೂ ಇಬ್ಬರು ಆರೋಪಿಗಳನ್ನು ವಶಕ್ಕೆ ಪಡೆದು ಪ್ರಕರಣ ದಾಖಲಿಸಿ ನ್ಯಾಯಾಂಗ ಬಂಧನಕ್ಕೆ ಒಪ್ಪಿಸಿದ್ದಾರೆ.	[181, 795, 300, 889]
exam-highlight: ▸ 2117 ವಿದ್ಯಾರ್ಥಿಗಳು ಪರೀಕ್ಷೆಗೆ ಹಾಜರು	[818, 748, 886, 790]
rashi-text: ಪ್ರೇಮ ಸಂಬಂಧದಲ್ಲಿರುವವರಿಗೆ ವಿವಾಹ ಯೋಗ ಸಾಧ್ಯ. ಆರೋಗ್ಯದ ಕಡೆಗೆ ಹೆಚ್ಚಿನ ಗಮನ ಅಗತ್ಯ. ಸಂಖ್ಯೆಗಳು: 3, 5, 8. ಬಣ್ಣ: ಹಸಿರು, ತಿಳಿ ಹಳದಿ, ಪಚ್ಚೆ. ಶುಭದಿನ: ಬುಧವಾರ, ಶನಿವಾರ, ಗುರುವಾರ.	[257, 1105, 378, 1157]
site-url	[340, 12, 583, 37]
rashi-text: ಜ್ಞಾನ, ವಿಸ್ತರಣೆ ಮತ್ತು ಜೀವನದಲ್ಲಿ ಹೊಸ ದಾರಿಗಳನ್ನು ಅನ್ವೇಷಿಸುವ ವರ್ಷ. ಗುರಿಗಳನ್ನು ಸ್ಪಷ್ಟವಾಗಿ ನಿರ್ಧರಿಸಿ, ದೃಢವಾಗಿ ಸಾಗುವಿರಿ. ಉದ್ಯೋಗ ಕ್ಷೇತ್ರದಲ್ಲಿ ಉತ್ತಮ ಬೆಳವಣಿಗೆ. ಜ್ಞಾನ ಮತ್ತು ದೂರದೃಷ್ಟಿಯಿಂದ ಉತ್ತಮ ಅವಕಾಶಗಳನ್ನು ಪಡೆಯುತ್ತೀರಿ. ಹುದ್ದೆ ಏರಿಕೆ, ಹೊಸ ಜವಾಬ್ದಾರಿಗಳು ಅಥವಾ ಉತ್ತಮ ಸ್ಥಾನಮಾನ ದೊರೆಯುವ ಸಾಧ್ಯತೆ. ಆದಾಯ ಹೆಚ್ಚಾಗುತ್ತದೆ. ಹಣಕಾಸಿನ ಸ್ಥಿತಿ ಬಲವಾಗುತ್ತದೆ. ಕುಟುಂಬದಲ್ಲಿ ಸಂತೋಷ ಮತ್ತು ಶಾಂತಿ ಹೆಚ್ಚಾಗುತ್ತದೆ. ಅವಿವಾಹಿತರಿಗೆ ವಿವಾಹ ಯೋಗ ಉಂಟಾಗಬಹುದು. ಸಂಖ್ಯೆ: 3, 9, 12.	[575, 1072, 755, 1166]
byline-text: ಸಿಕೆಎಂ	[31, 588, 49, 597]
issue-date: 19 ಮಾರ್ಚ್ 2026	[748, 26, 810, 36]
rashi-entry	[203, 1297, 378, 1368]
lead-subhead: ಇಂಧನ ಬಿಕ್ಕಟ್ಟು	[488, 217, 524, 227]
lead-col2	[597, 100, 770, 615]
festivals-headline	[590, 637, 805, 679]
capricorn-icon: ♑	[765, 942, 813, 990]
chief-kn: ಸಿ.ಕೆ. ಮಹೇಂದ್ರ	[6, 1490, 54, 1500]
